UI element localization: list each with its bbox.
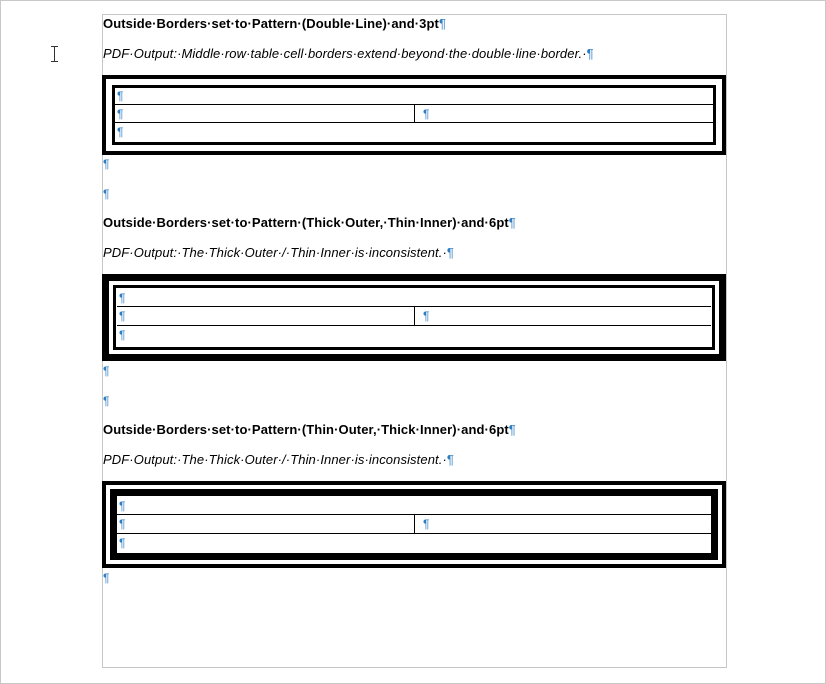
empty-paragraph-mark[interactable]: ¶ <box>103 394 110 408</box>
cell-mark: ¶ <box>119 328 126 342</box>
table-row[interactable] <box>117 534 711 553</box>
table-row[interactable] <box>115 123 713 142</box>
cell-mark: ¶ <box>423 107 430 121</box>
table-row[interactable] <box>115 88 713 105</box>
i-beam-cursor-icon <box>51 46 58 62</box>
section-3-note[interactable]: PDF·Output:·The·Thick·Outer·/·Thin·Inner·is·inconsistent.·¶ <box>103 452 454 467</box>
table-thick-outer-thin-inner[interactable] <box>102 274 726 361</box>
cell-divider <box>414 515 415 534</box>
section-1-note[interactable]: PDF·Output:·Middle·row·table·cell·borders·extend·beyond·the·double·line·border.·¶ <box>103 46 594 61</box>
cell-mark: ¶ <box>119 536 126 550</box>
cell-mark: ¶ <box>117 89 124 103</box>
section-2-heading[interactable]: Outside·Borders·set·to·Pattern·(Thick·Outer,·Thin·Inner)·and·6pt¶ <box>103 215 516 230</box>
section-2-note[interactable]: PDF·Output:·The·Thick·Outer·/·Thin·Inner·is·inconsistent.·¶ <box>103 245 454 260</box>
cell-mark: ¶ <box>119 517 126 531</box>
empty-paragraph-mark[interactable]: ¶ <box>103 157 110 171</box>
table-row[interactable] <box>117 326 711 346</box>
paragraph-mark: ¶ <box>508 215 516 230</box>
cell-mark: ¶ <box>119 499 126 513</box>
section-3-heading[interactable]: Outside·Borders·set·to·Pattern·(Thin·Outer,·Thick·Inner)·and·6pt¶ <box>103 422 516 437</box>
table-row[interactable] <box>117 289 711 307</box>
cell-mark: ¶ <box>119 291 126 305</box>
paragraph-mark: ¶ <box>438 16 447 31</box>
table-thin-outer-thick-inner[interactable] <box>102 481 726 568</box>
empty-paragraph-mark[interactable]: ¶ <box>103 187 110 201</box>
paragraph-mark: ¶ <box>446 245 454 260</box>
cell-mark: ¶ <box>423 309 430 323</box>
cell-mark: ¶ <box>119 309 126 323</box>
paragraph-mark: ¶ <box>586 46 594 61</box>
cell-divider <box>414 105 415 123</box>
cell-divider <box>414 307 415 326</box>
empty-paragraph-mark[interactable]: ¶ <box>103 364 110 378</box>
cell-mark: ¶ <box>423 517 430 531</box>
cell-mark: ¶ <box>117 125 124 139</box>
paragraph-mark: ¶ <box>446 452 454 467</box>
cell-mark: ¶ <box>117 107 124 121</box>
table-row[interactable] <box>117 496 711 515</box>
empty-paragraph-mark[interactable]: ¶ <box>103 571 110 585</box>
section-1-heading[interactable]: Outside·Borders·set·to·Pattern·(Double·Line)·and·3pt¶ <box>103 16 447 31</box>
paragraph-mark: ¶ <box>508 422 516 437</box>
table-double-line[interactable] <box>102 75 726 155</box>
